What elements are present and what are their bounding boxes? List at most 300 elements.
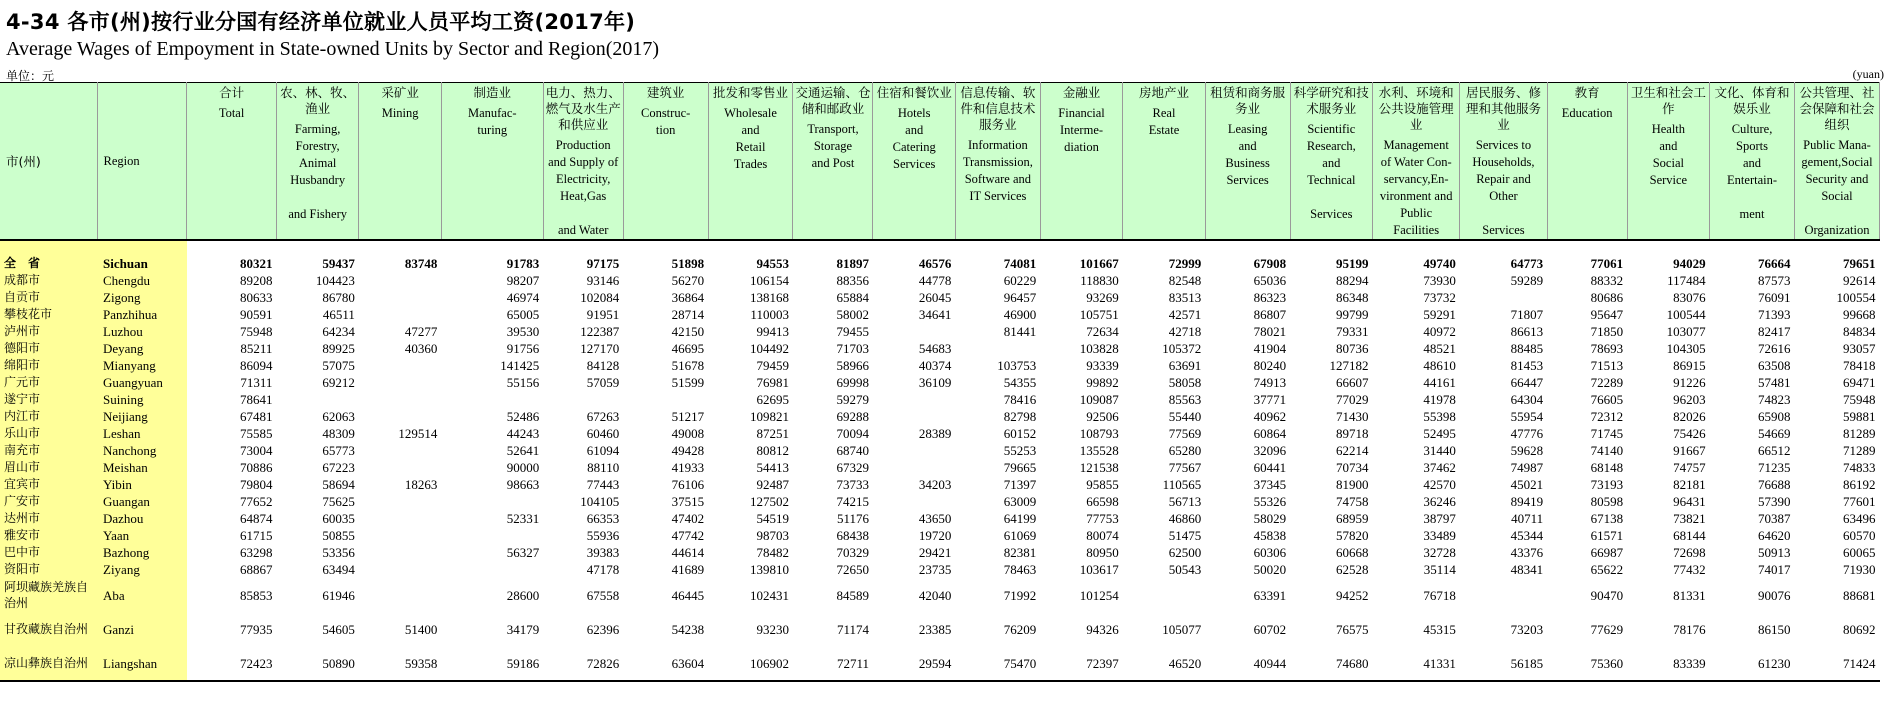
value-cell: 50855 — [322, 528, 355, 543]
value-cell: 101667 — [1079, 256, 1119, 271]
value-cell: 82798 — [1003, 409, 1037, 424]
value-cell: 129514 — [398, 426, 438, 441]
header-city: 市(州) — [0, 83, 97, 241]
value-cell: 58002 — [836, 307, 869, 322]
value-cell: 61094 — [586, 443, 620, 458]
value-cell — [359, 561, 441, 578]
value-cell: 49740 — [1423, 256, 1456, 271]
value-cell: 39383 — [586, 545, 620, 560]
value-cell: 60306 — [1253, 545, 1287, 560]
value-cell: 46860 — [1168, 511, 1202, 526]
value-cell: 62396 — [586, 621, 620, 637]
city-cell: 南充市 — [0, 442, 97, 459]
value-cell — [1460, 578, 1547, 612]
value-cell: 73203 — [1510, 621, 1544, 637]
value-cell: 88294 — [1336, 273, 1369, 288]
value-cell: 52495 — [1423, 426, 1456, 441]
value-cell: 71424 — [1794, 646, 1879, 681]
value-cell — [873, 408, 955, 425]
value-cell: 34179 — [506, 621, 540, 637]
value-cell: 78641 — [239, 392, 273, 407]
value-cell: 98663 — [506, 477, 540, 492]
value-cell: 88681 — [1843, 587, 1876, 603]
header-col-14 — [1373, 83, 1460, 241]
value-cell: 121538 — [1079, 460, 1119, 475]
value-cell: 105077 — [1162, 621, 1202, 637]
value-cell: 47742 — [671, 528, 705, 543]
spacer-cell — [0, 240, 97, 255]
spacer-cell — [873, 240, 955, 255]
region-cell: Liangshan — [97, 646, 187, 681]
spacer-cell — [1123, 240, 1205, 255]
value-cell: 72634 — [1086, 324, 1119, 339]
value-cell: 108793 — [1079, 426, 1119, 441]
value-cell: 47178 — [586, 562, 620, 577]
value-cell: 54413 — [756, 460, 789, 475]
value-cell: 54605 — [322, 621, 355, 637]
spacer-cell — [1627, 240, 1709, 255]
value-cell: 68959 — [1336, 511, 1369, 526]
region-cell: Deyang — [97, 340, 187, 357]
value-cell: 28389 — [918, 426, 952, 441]
value-cell: 127182 — [1329, 358, 1369, 373]
value-cell: 81331 — [1673, 587, 1706, 603]
value-cell: 41933 — [671, 460, 705, 475]
header-col-11 — [1123, 83, 1205, 241]
value-cell: 55156 — [506, 375, 540, 390]
value-cell: 82381 — [1003, 545, 1037, 560]
table-title-cn: 4-34 各市(州)按行业分国有经济单位就业人员平均工资(2017年) — [6, 10, 636, 34]
value-cell: 45021 — [1510, 477, 1544, 492]
header-col-2 — [359, 83, 441, 241]
value-cell: 118830 — [1080, 273, 1119, 288]
value-cell: 59437 — [322, 256, 355, 271]
value-cell: 64304 — [1510, 392, 1544, 407]
value-cell: 56185 — [1460, 646, 1547, 681]
value-cell: 52331 — [506, 511, 540, 526]
city-cell: 泸州市 — [0, 323, 97, 340]
value-cell: 88485 — [1510, 341, 1544, 356]
city-cell: 德阳市 — [0, 340, 97, 357]
header-col-12 — [1205, 83, 1290, 241]
header-col-cn: 农、林、牧、渔业 — [280, 85, 356, 116]
header-col-en: Education — [1561, 106, 1613, 120]
table-row — [0, 374, 1880, 391]
value-cell: 92614 — [1843, 273, 1876, 288]
city-cell: 雅安市 — [0, 527, 97, 544]
value-cell: 70329 — [836, 545, 869, 560]
city-cell: 巴中市 — [0, 544, 97, 561]
city-cell: 达州市 — [0, 510, 97, 527]
value-cell: 74987 — [1510, 460, 1544, 475]
value-cell: 59279 — [836, 392, 869, 407]
city-cell: 全 省 — [0, 255, 97, 272]
value-cell: 74081 — [1003, 256, 1037, 271]
value-cell: 80598 — [1590, 494, 1624, 509]
value-cell: 90000 — [506, 460, 540, 475]
value-cell: 77029 — [1336, 392, 1369, 407]
value-cell: 42718 — [1168, 324, 1202, 339]
city-cell: 甘孜藏族自治州 — [0, 612, 97, 646]
value-cell: 102431 — [749, 587, 789, 603]
value-cell: 44778 — [918, 273, 952, 288]
header-col-0 — [187, 83, 277, 241]
value-cell: 52641 — [506, 443, 540, 458]
header-col-cn: 居民服务、修理和其他服务业 — [1465, 85, 1541, 132]
value-cell: 28714 — [671, 307, 705, 322]
spacer-cell — [1460, 240, 1547, 255]
region-cell: Yaan — [97, 527, 187, 544]
spacer-row — [0, 240, 1880, 255]
value-cell: 82026 — [1673, 409, 1706, 424]
value-cell: 42040 — [918, 587, 952, 603]
value-cell: 66447 — [1510, 375, 1544, 390]
header-col-cn: 房地产业 — [1138, 85, 1189, 100]
spacer-cell — [1040, 240, 1122, 255]
value-cell: 60229 — [1003, 273, 1037, 288]
spacer-cell — [708, 240, 793, 255]
value-cell: 33489 — [1423, 528, 1456, 543]
value-cell: 47277 — [404, 324, 438, 339]
spacer-cell — [276, 240, 358, 255]
value-cell: 37345 — [1253, 477, 1287, 492]
value-cell: 65280 — [1168, 443, 1202, 458]
value-cell: 77443 — [586, 477, 620, 492]
table-row — [0, 272, 1880, 289]
value-cell: 86323 — [1253, 290, 1287, 305]
value-cell: 77601 — [1843, 494, 1876, 509]
value-cell: 80692 — [1843, 621, 1876, 637]
value-cell: 101254 — [1079, 587, 1119, 603]
value-cell: 41904 — [1253, 341, 1287, 356]
value-cell — [623, 391, 708, 408]
region-cell: Dazhou — [97, 510, 187, 527]
value-cell: 86613 — [1510, 324, 1544, 339]
value-cell — [873, 323, 955, 340]
value-cell: 36109 — [918, 375, 952, 390]
value-cell: 71289 — [1843, 443, 1876, 458]
table-row — [0, 255, 1880, 272]
value-cell: 94029 — [1673, 256, 1706, 271]
value-cell — [359, 391, 441, 408]
header-col-cn: 批发和零售业 — [713, 85, 789, 100]
value-cell: 80950 — [1086, 545, 1119, 560]
header-col-cn: 合计 — [219, 85, 245, 100]
spacer-cell — [1290, 240, 1372, 255]
value-cell: 91951 — [586, 307, 620, 322]
value-cell: 28600 — [506, 587, 540, 603]
value-cell: 75426 — [1673, 426, 1706, 441]
header-col-en: Wholesale and Retail Trades — [724, 106, 777, 171]
value-cell: 104305 — [1666, 341, 1706, 356]
value-cell: 69471 — [1843, 375, 1876, 390]
region-cell: Bazhong — [97, 544, 187, 561]
value-cell: 63298 — [239, 545, 273, 560]
value-cell: 77432 — [1673, 562, 1706, 577]
value-cell — [441, 493, 543, 510]
value-cell: 62528 — [1336, 562, 1369, 577]
value-cell: 58694 — [322, 477, 355, 492]
city-cell: 乐山市 — [0, 425, 97, 442]
value-cell: 60702 — [1253, 621, 1287, 637]
value-cell: 76605 — [1590, 392, 1624, 407]
value-cell: 57059 — [586, 375, 620, 390]
value-cell: 93269 — [1086, 290, 1119, 305]
value-cell: 45315 — [1423, 621, 1456, 637]
value-cell: 41689 — [671, 562, 705, 577]
value-cell: 63496 — [1843, 511, 1876, 526]
value-cell: 40972 — [1423, 324, 1456, 339]
header-col-en: Services to Households, Repair and Other Services — [1472, 138, 1535, 237]
region-cell: Chengdu — [97, 272, 187, 289]
value-cell: 122387 — [580, 324, 620, 339]
value-cell: 74913 — [1253, 375, 1287, 390]
value-cell: 62214 — [1336, 443, 1369, 458]
value-cell: 72423 — [187, 646, 277, 681]
value-cell: 54669 — [1757, 426, 1791, 441]
value-cell: 60035 — [322, 511, 355, 526]
value-cell: 84834 — [1843, 324, 1876, 339]
value-cell: 80812 — [756, 443, 789, 458]
value-cell: 70734 — [1336, 460, 1369, 475]
value-cell: 78021 — [1253, 324, 1287, 339]
value-cell: 99892 — [1086, 375, 1119, 390]
city-cell: 宜宾市 — [0, 476, 97, 493]
value-cell: 76575 — [1336, 621, 1369, 637]
value-cell: 80240 — [1253, 358, 1287, 373]
value-cell: 82181 — [1673, 477, 1706, 492]
value-cell: 86780 — [322, 290, 355, 305]
value-cell: 61571 — [1590, 528, 1624, 543]
value-cell: 105751 — [1079, 307, 1119, 322]
header-col-7 — [793, 83, 873, 241]
value-cell: 62695 — [756, 392, 789, 407]
header-col-cn: 电力、热力、燃气及水生产和供应业 — [545, 85, 621, 132]
value-cell: 40944 — [1205, 646, 1290, 681]
value-cell: 67558 — [586, 587, 620, 603]
value-cell: 63604 — [623, 646, 708, 681]
city-cell: 成都市 — [0, 272, 97, 289]
value-cell: 71430 — [1336, 409, 1369, 424]
value-cell — [359, 289, 441, 306]
value-cell: 78416 — [1003, 392, 1037, 407]
value-cell: 72289 — [1590, 375, 1624, 390]
value-cell: 75360 — [1547, 646, 1627, 681]
value-cell — [873, 459, 955, 476]
value-cell: 78482 — [756, 545, 789, 560]
value-cell: 87573 — [1757, 273, 1791, 288]
table-row — [0, 561, 1880, 578]
value-cell: 68740 — [836, 443, 869, 458]
header-col-cn: 建筑业 — [646, 85, 685, 100]
header-col-cn: 金融业 — [1062, 85, 1101, 100]
value-cell: 83339 — [1627, 646, 1709, 681]
value-cell: 46520 — [1123, 646, 1205, 681]
value-cell: 61946 — [322, 587, 355, 603]
value-cell: 65036 — [1253, 273, 1287, 288]
header-col-en: Mining — [381, 106, 419, 120]
header-col-en: Manufac- turing — [467, 106, 517, 137]
value-cell: 64874 — [239, 511, 273, 526]
value-cell: 63494 — [322, 562, 355, 577]
value-cell: 66987 — [1590, 545, 1624, 560]
value-cell: 73732 — [1423, 290, 1456, 305]
value-cell: 102084 — [580, 290, 620, 305]
header-col-en: Culture, Sports and Entertain- ment — [1727, 122, 1778, 221]
value-cell: 96431 — [1673, 494, 1706, 509]
value-cell: 90076 — [1757, 587, 1791, 603]
value-cell: 81897 — [836, 256, 869, 271]
value-cell — [441, 527, 543, 544]
value-cell: 97175 — [586, 256, 620, 271]
spacer-cell — [793, 240, 873, 255]
value-cell: 45838 — [1253, 528, 1287, 543]
header-col-en: Hotels and Catering Services — [892, 106, 936, 171]
table-row — [0, 510, 1880, 527]
value-cell: 67908 — [1253, 256, 1287, 271]
value-cell: 74140 — [1590, 443, 1624, 458]
table-row — [0, 408, 1880, 425]
value-cell: 83076 — [1673, 290, 1706, 305]
spacer-cell — [955, 240, 1040, 255]
value-cell: 47402 — [671, 511, 705, 526]
value-cell: 50890 — [276, 646, 358, 681]
value-cell: 38797 — [1423, 511, 1456, 526]
value-cell: 64620 — [1757, 528, 1791, 543]
value-cell: 65908 — [1757, 409, 1791, 424]
value-cell: 59186 — [441, 646, 543, 681]
spacer-cell — [623, 240, 708, 255]
value-cell: 51176 — [836, 511, 869, 526]
spacer-cell — [1547, 240, 1627, 255]
spacer-cell — [441, 240, 543, 255]
value-cell: 141425 — [500, 358, 540, 373]
value-cell: 43376 — [1510, 545, 1544, 560]
region-cell: Nanchong — [97, 442, 187, 459]
value-cell: 29594 — [873, 646, 955, 681]
spacer-cell — [1205, 240, 1290, 255]
value-cell: 61715 — [239, 528, 273, 543]
value-cell: 60570 — [1843, 528, 1876, 543]
value-cell: 95199 — [1336, 256, 1369, 271]
city-cell: 眉山市 — [0, 459, 97, 476]
value-cell — [955, 340, 1040, 357]
value-cell: 71235 — [1757, 460, 1791, 475]
header-col-cn: 教育 — [1574, 85, 1600, 100]
value-cell: 81441 — [1003, 324, 1037, 339]
value-cell — [441, 391, 543, 408]
header-col-16 — [1547, 83, 1627, 241]
header-col-9 — [955, 83, 1040, 241]
value-cell: 46974 — [506, 290, 540, 305]
value-cell: 42150 — [671, 324, 705, 339]
value-cell: 57390 — [1757, 494, 1791, 509]
header-col-8 — [873, 83, 955, 241]
value-cell: 40711 — [1511, 511, 1544, 526]
header-col-en: Leasing and Business Services — [1225, 122, 1270, 187]
region-cell: Ganzi — [97, 612, 187, 646]
header-col-en: Information Transmission, Software and IT Services — [962, 138, 1033, 203]
header-col-13 — [1290, 83, 1372, 241]
value-cell: 71311 — [240, 375, 273, 390]
value-cell: 127502 — [749, 494, 789, 509]
value-cell: 40962 — [1253, 409, 1287, 424]
header-col-cn: 采矿业 — [381, 85, 419, 100]
value-cell: 103077 — [1666, 324, 1706, 339]
value-cell: 53356 — [322, 545, 355, 560]
value-cell: 88356 — [836, 273, 869, 288]
region-cell: Guangan — [97, 493, 187, 510]
value-cell: 55440 — [1168, 409, 1202, 424]
value-cell: 80633 — [239, 290, 273, 305]
header-col-cn: 公共管理、社会保障和社会组织 — [1799, 85, 1875, 132]
value-cell: 67263 — [586, 409, 620, 424]
value-cell: 60441 — [1253, 460, 1287, 475]
header-col-cn: 制造业 — [473, 85, 512, 100]
header-col-en: Real Estate — [1148, 106, 1180, 137]
value-cell: 72698 — [1673, 545, 1706, 560]
value-cell: 63508 — [1757, 358, 1791, 373]
value-cell: 72312 — [1590, 409, 1624, 424]
value-cell: 76981 — [756, 375, 789, 390]
value-cell: 72826 — [543, 646, 623, 681]
value-cell: 71930 — [1843, 562, 1876, 577]
value-cell: 81289 — [1843, 426, 1876, 441]
value-cell: 65005 — [506, 307, 540, 322]
value-cell: 68867 — [239, 562, 273, 577]
value-cell: 60460 — [586, 426, 620, 441]
city-cell: 广元市 — [0, 374, 97, 391]
value-cell: 67138 — [1590, 511, 1624, 526]
region-cell: Leshan — [97, 425, 187, 442]
value-cell — [543, 391, 623, 408]
header-col-en: Transport, Storage and Post — [807, 122, 859, 170]
region-cell: Ziyang — [97, 561, 187, 578]
city-cell: 阿坝藏族羌族自治州 — [0, 578, 97, 612]
value-cell — [873, 493, 955, 510]
value-cell: 64199 — [1003, 511, 1037, 526]
value-cell: 71513 — [1590, 358, 1624, 373]
value-cell: 59358 — [359, 646, 441, 681]
header-col-en: Scientific Research, and Technical Services — [1306, 122, 1356, 221]
value-cell: 41978 — [1423, 392, 1456, 407]
value-cell: 70094 — [836, 426, 869, 441]
value-cell: 83748 — [404, 256, 438, 271]
value-cell: 68148 — [1590, 460, 1624, 475]
value-cell: 80736 — [1336, 341, 1369, 356]
value-cell: 106902 — [708, 646, 793, 681]
value-cell: 51599 — [671, 375, 705, 390]
value-cell: 46695 — [671, 341, 705, 356]
header-col-cn: 科学研究和技术服务业 — [1293, 85, 1369, 116]
value-cell: 67223 — [322, 460, 355, 475]
value-cell: 77569 — [1168, 426, 1202, 441]
value-cell: 44614 — [671, 545, 705, 560]
value-cell: 51217 — [671, 409, 705, 424]
region-cell: Luzhou — [97, 323, 187, 340]
value-cell: 65773 — [322, 443, 355, 458]
value-cell: 59291 — [1423, 307, 1456, 322]
value-cell: 91226 — [1673, 375, 1706, 390]
value-cell: 34203 — [918, 477, 952, 492]
value-cell: 69998 — [836, 375, 869, 390]
value-cell: 77652 — [239, 494, 273, 509]
value-cell: 76688 — [1757, 477, 1791, 492]
header-col-cn: 文化、体育和娱乐业 — [1714, 85, 1790, 116]
value-cell: 48610 — [1423, 358, 1456, 373]
value-cell: 80321 — [239, 256, 273, 271]
value-cell: 60065 — [1843, 545, 1876, 560]
